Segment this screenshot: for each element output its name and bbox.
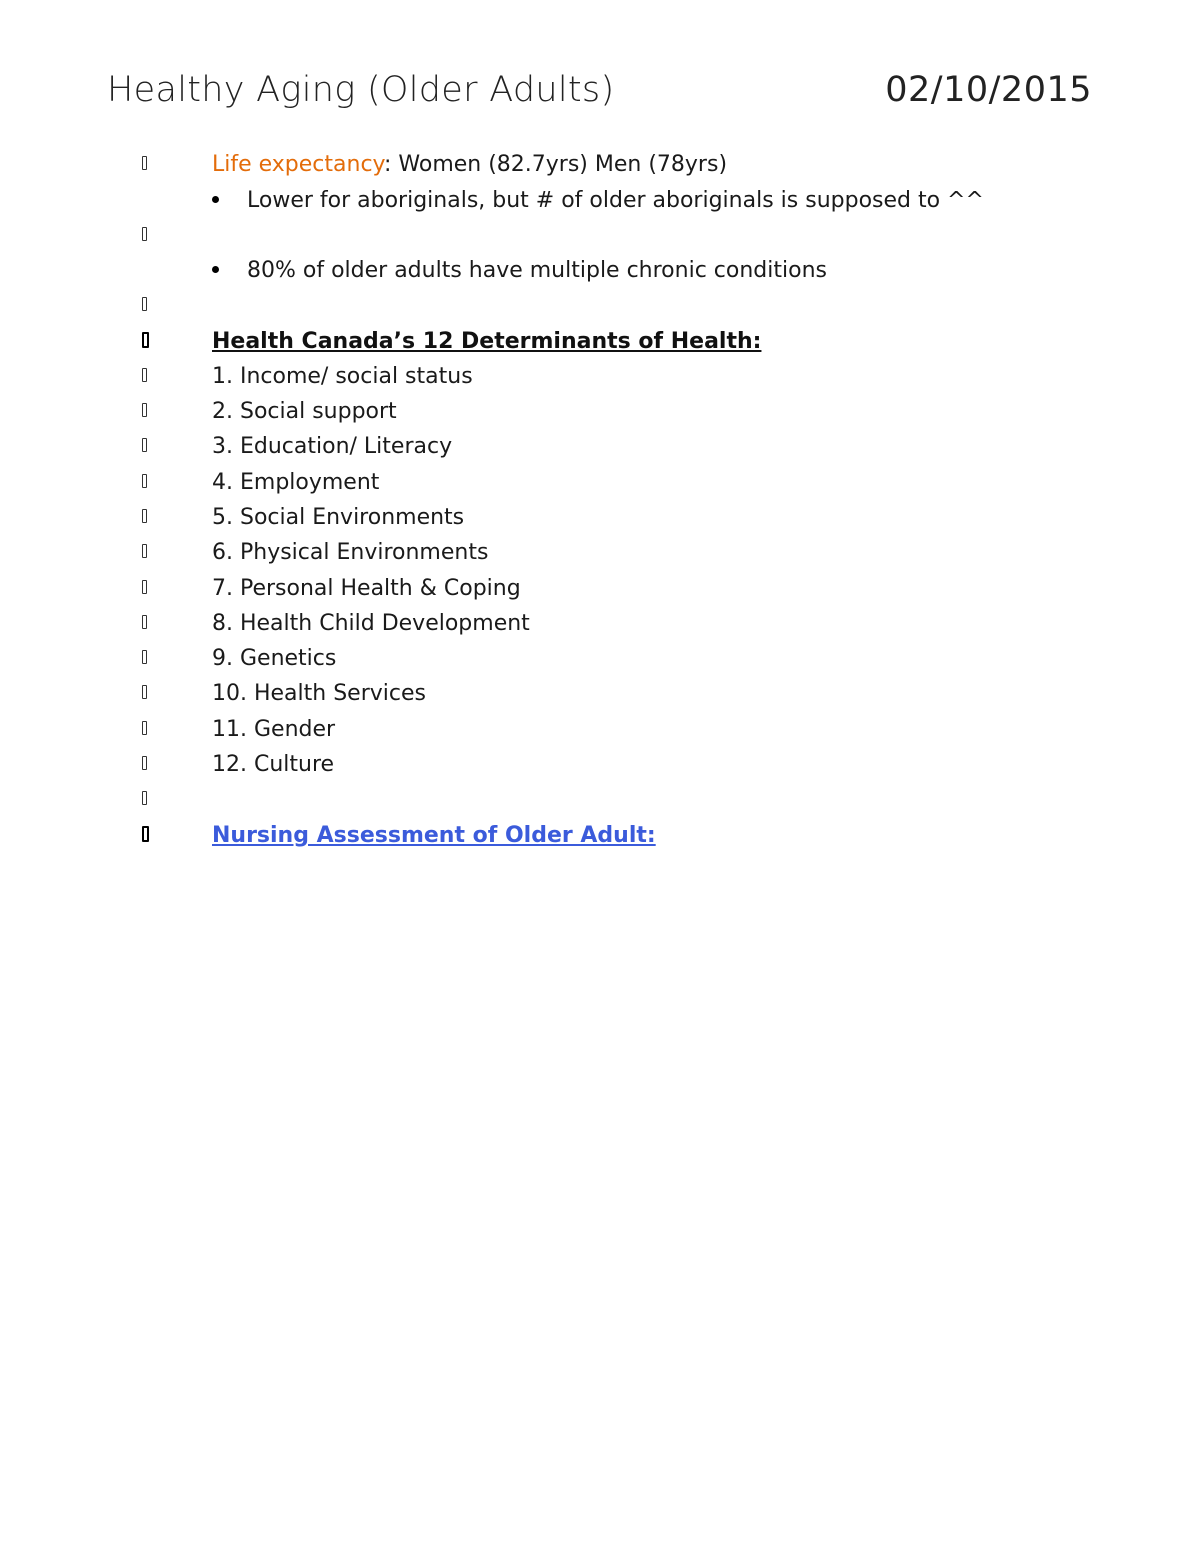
outline-checkbox-icon[interactable] [142, 156, 147, 170]
determinant-text: 8. Health Child Development [212, 611, 530, 636]
outline-item-life-expectancy[interactable] [0, 147, 1200, 182]
outline-checkbox-icon[interactable] [142, 403, 147, 417]
outline-item-assessment-heading[interactable] [0, 818, 1200, 853]
outline-checkbox-icon[interactable] [142, 297, 147, 311]
outline-checkbox-icon[interactable] [142, 227, 147, 241]
outline-checkbox-icon[interactable] [142, 756, 147, 770]
page-title: Healthy Aging (Older Adults) [107, 70, 615, 110]
outline-item-determinant[interactable] [0, 641, 1200, 676]
outline-item-determinant[interactable] [0, 606, 1200, 641]
determinant-text: 11. Gender [212, 717, 336, 742]
aboriginal-note: Lower for aboriginals, but # of older aboriginals is supposed to ^^ [247, 188, 984, 213]
outline-item-determinant[interactable] [0, 500, 1200, 535]
outline-checkbox-icon[interactable] [142, 332, 149, 348]
determinant-text: 6. Physical Environments [212, 540, 489, 565]
determinant-text: 3. Education/ Literacy [212, 434, 453, 459]
outline-checkbox-icon[interactable] [142, 615, 147, 629]
outline-item-determinant[interactable] [0, 359, 1200, 394]
outline-item-empty[interactable] [0, 782, 1200, 817]
outline-item-determinant[interactable] [0, 676, 1200, 711]
outline-checkbox-icon[interactable] [142, 580, 147, 594]
determinant-text: 9. Genetics [212, 646, 337, 671]
outline-item-empty[interactable] [0, 218, 1200, 253]
outline-checkbox-icon[interactable] [142, 509, 147, 523]
determinant-text: 5. Social Environments [212, 505, 465, 530]
life-expectancy-line [212, 147, 727, 182]
page-date: 02/10/2015 [885, 70, 1092, 110]
outline-checkbox-icon[interactable] [142, 685, 147, 699]
outline-checkbox-icon[interactable] [142, 474, 147, 488]
outline-checkbox-icon[interactable] [142, 650, 147, 664]
outline-item-empty[interactable] [0, 288, 1200, 323]
sub-bullet-aboriginal [0, 183, 1200, 218]
sub-bullet-chronic [0, 253, 1200, 288]
outline-item-determinant[interactable] [0, 394, 1200, 429]
outline-checkbox-icon[interactable] [142, 368, 147, 382]
outline-item-determinant[interactable] [0, 747, 1200, 782]
life-expectancy-label: Life expectancy [212, 152, 384, 177]
determinants-heading: Health Canada’s 12 Determinants of Health: [212, 329, 762, 354]
determinant-text: 4. Employment [212, 470, 380, 495]
outline-item-determinant[interactable] [0, 429, 1200, 464]
outline-checkbox-icon[interactable] [142, 438, 147, 452]
outline-item-determinants-heading[interactable] [0, 324, 1200, 359]
determinant-text: 12. Culture [212, 752, 335, 777]
determinant-text: 2. Social support [212, 399, 397, 424]
outline-item-determinant[interactable] [0, 571, 1200, 606]
bullet-icon [212, 196, 219, 203]
determinant-text: 10. Health Services [212, 681, 426, 706]
determinant-text: 1. Income/ social status [212, 364, 473, 389]
outline-checkbox-icon[interactable] [142, 826, 149, 842]
outline-checkbox-icon[interactable] [142, 721, 147, 735]
assessment-heading[interactable]: Nursing Assessment of Older Adult: [212, 823, 656, 848]
chronic-note: 80% of older adults have multiple chronic conditions [247, 258, 827, 283]
life-expectancy-values: : Women (82.7yrs) Men (78yrs) [383, 152, 728, 177]
determinant-text: 7. Personal Health & Coping [212, 576, 521, 601]
outline-checkbox-icon[interactable] [142, 791, 147, 805]
outline-item-determinant[interactable] [0, 465, 1200, 500]
outline-item-determinant[interactable] [0, 712, 1200, 747]
outline-checkbox-icon[interactable] [142, 544, 147, 558]
bullet-icon [212, 266, 219, 273]
outline-item-determinant[interactable] [0, 535, 1200, 570]
